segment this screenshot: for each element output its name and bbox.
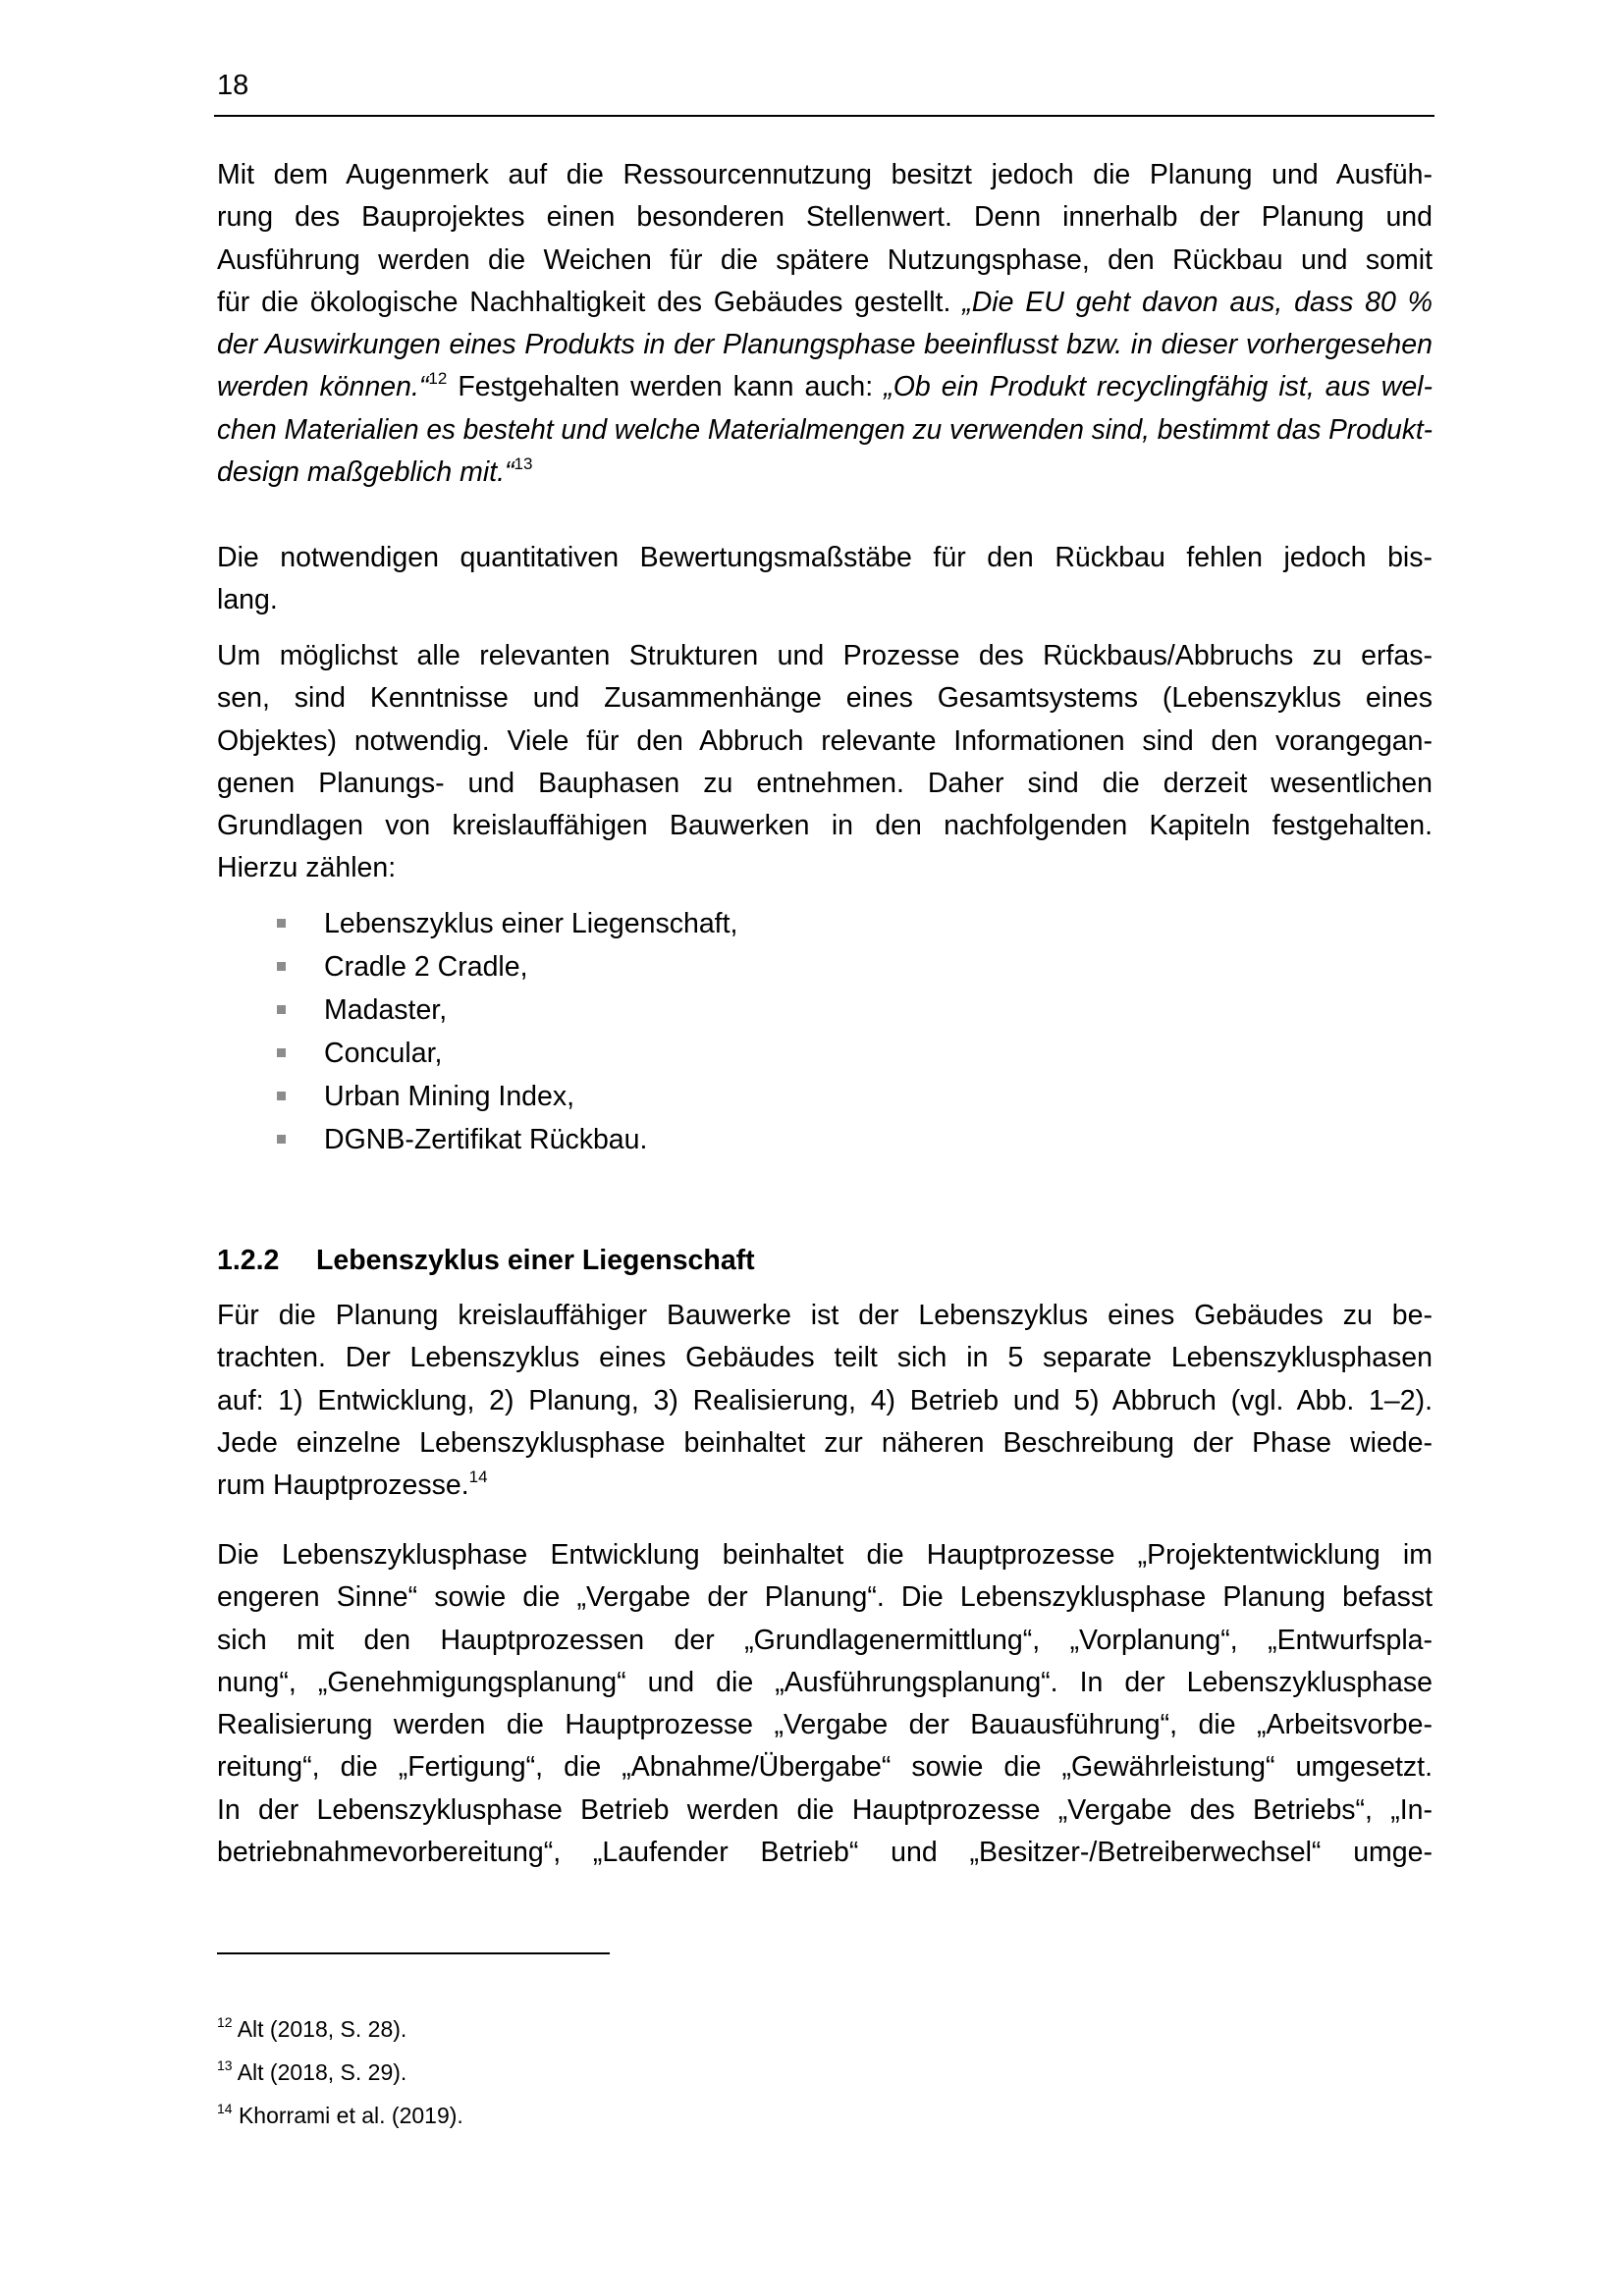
paragraph-lifecycle-intro	[217, 1295, 1433, 1507]
square-bullet-icon	[277, 1135, 286, 1144]
section-title: Lebenszyklus einer Liegenschaft	[316, 1245, 755, 1276]
footnote-ref[interactable]: 14	[468, 1467, 488, 1486]
list-item: Lebenszyklus einer Liegenschaft,	[217, 902, 1433, 945]
section-heading	[217, 1243, 755, 1278]
square-bullet-icon	[277, 1092, 286, 1100]
list-item: DGNB-Zertifikat Rückbau.	[217, 1118, 1433, 1161]
text-line: chen Materialien es besteht und welche Materialmengen zu verwenden sind, bestimmt das Produkt-	[217, 413, 1433, 446]
square-bullet-icon	[277, 919, 286, 928]
list-item: Madaster,	[217, 988, 1433, 1032]
square-bullet-icon	[277, 1005, 286, 1014]
paragraph-resource-use	[217, 154, 1433, 494]
list-item: Cradle 2 Cradle,	[217, 945, 1433, 988]
footnote-ref[interactable]: 13	[514, 454, 533, 473]
text-line: Mit dem Augenmerk auf die Ressourcennutzung besitzt jedoch die Planung und Ausfüh-	[217, 159, 1433, 190]
text-line: rung des Bauprojektes einen besonderen Stellenwert. Denn innerhalb der Planung und	[217, 201, 1433, 234]
text-line: Ausführung werden die Weichen für die spätere Nutzungsphase, den Rückbau und somit	[217, 243, 1433, 276]
footnotes	[217, 2007, 463, 2137]
footnote-ref[interactable]: 12	[428, 368, 448, 388]
text-line: rum Hauptprozesse.$^{14}$	[217, 1467, 488, 1502]
list-item: Urban Mining Index,	[217, 1075, 1433, 1118]
text-line: auf: 1) Entwicklung, 2) Planung, 3) Realisierung, 4) Betrieb und 5) Abbruch (vgl. Abb. 1–2).	[217, 1384, 1433, 1416]
page-number: 18	[217, 70, 249, 101]
text-line: nung“, „Genehmigungsplanung“ und die „Ausführungsplanung“. In der Lebenszyklusphase	[217, 1666, 1433, 1698]
text-line: design maßgeblich mit.“$^{13}$	[217, 454, 533, 489]
footnote-12: $^{12}$ Alt (2018, S. 28).	[217, 2014, 407, 2042]
list-item: Concular,	[217, 1032, 1433, 1075]
bullet-list	[217, 902, 1433, 1161]
text-line: In der Lebenszyklusphase Betrieb werden die Hauptprozesse „Vergabe des Betriebs“, „In-	[217, 1793, 1433, 1826]
paragraph-lifecycle-phases	[217, 1534, 1433, 1874]
text-line: Jede einzelne Lebenszyklusphase beinhaltet zur näheren Beschreibung der Phase wiede-	[217, 1426, 1433, 1459]
text-line: Die Lebenszyklusphase Entwicklung beinhaltet die Hauptprozesse „Projektentwicklung im	[217, 1539, 1433, 1571]
text-line: Um möglichst alle relevanten Strukturen und Prozesse des Rückbaus/Abbruchs zu erfas-	[217, 640, 1433, 671]
text-line: reitung“, die „Fertigung“, die „Abnahme/Übergabe“ sowie die „Gewährleistung“ umgesetzt.	[217, 1751, 1433, 1784]
text-line: Die notwendigen quantitativen Bewertungsmaßstäbe für den Rückbau fehlen jedoch bis-	[217, 542, 1433, 573]
text-line: der Auswirkungen eines Produkts in der Planungsphase beeinflusst bzw. in dieser vorhergesehen	[217, 329, 1433, 361]
footnote-separator	[217, 1952, 610, 1954]
square-bullet-icon	[277, 962, 286, 971]
text-line: engeren Sinne“ sowie die „Vergabe der Planung“. Die Lebenszyklusphase Planung befasst	[217, 1581, 1433, 1614]
header-rule	[214, 115, 1434, 117]
text-line: werden können.“$^{12}$ Festgehalten werden kann auch: „Ob ein Produkt recyclingfähig ist, aus wel-	[217, 368, 1433, 403]
paragraph-demolition-structures	[217, 635, 1433, 890]
footnote-13: $^{13}$ Alt (2018, S. 29).	[217, 2057, 407, 2085]
text-line: sich mit den Hauptprozessen der „Grundlagenermittlung“, „Vorplanung“, „Entwurfspla-	[217, 1624, 1433, 1656]
section-number: 1.2.2	[217, 1245, 280, 1276]
text-line: genen Planungs- und Bauphasen zu entnehmen. Daher sind die derzeit wesentlichen	[217, 767, 1433, 799]
text-line: Grundlagen von kreislauffähigen Bauwerken in den nachfolgenden Kapiteln festgehalten.	[217, 810, 1433, 842]
text-line: sen, sind Kenntnisse und Zusammenhänge eines Gesamtsystems (Lebenszyklus eines	[217, 682, 1433, 715]
text-line: für die ökologische Nachhaltigkeit des Gebäudes gestellt. „Die EU geht davon aus, dass 80 %	[217, 286, 1433, 318]
text-line: Hierzu zählen:	[217, 852, 397, 884]
text-line: Objektes) notwendig. Viele für den Abbruch relevante Informationen sind den vorangegan-	[217, 724, 1433, 757]
footnote-14: $^{14}$ Khorrami et al. (2019).	[217, 2101, 463, 2128]
text-line: Realisierung werden die Hauptprozesse „Vergabe der Bauausführung“, die „Arbeitsvorbe-	[217, 1709, 1433, 1741]
text-line: betriebnahmevorbereitung“, „Laufender Betrieb“ und „Besitzer-/Betreiberwechsel“ umge-	[217, 1837, 1433, 1869]
text-line: trachten. Der Lebenszyklus eines Gebäudes teilt sich in 5 separate Lebenszyklusphasen	[217, 1342, 1433, 1374]
paragraph-evaluation-criteria	[217, 537, 1433, 622]
text-line: Für die Planung kreislauffähiger Bauwerke ist der Lebenszyklus eines Gebäudes zu be-	[217, 1300, 1433, 1331]
square-bullet-icon	[277, 1048, 286, 1057]
text-line: lang.	[217, 584, 278, 616]
